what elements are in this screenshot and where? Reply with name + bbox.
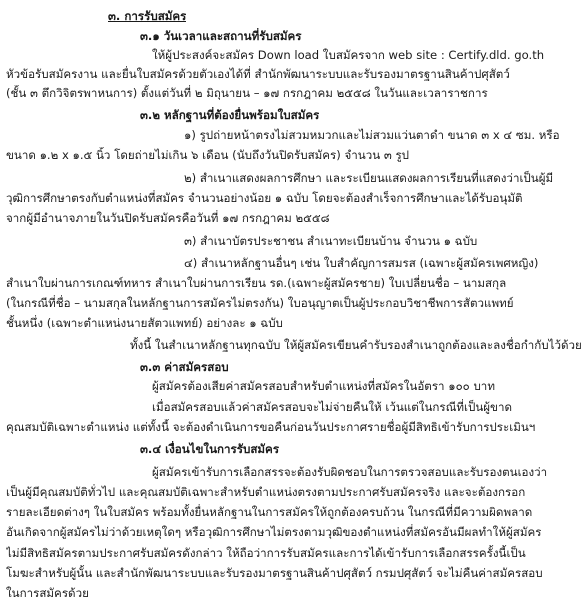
paragraph-line: ในการสมัครด้วย	[6, 586, 89, 600]
paragraph-line: เป็นผู้มีคุณสมบัติทั่วไป และคุณสมบัติเฉพาะสำหรับตำแหน่งตรงตามประกาศรับสมัครจริง และจะต้องกรอก	[6, 485, 526, 499]
paragraph-line: (ชั้น ๓ ตึกวิจิตรพาหนการ) ตั้งแต่วันที่ ๒ มิถุนายน – ๑๗ กรกฎาคม ๒๕๕๘ ในวันและเวลาราชการ	[6, 86, 488, 100]
paragraph-line: ให้ผู้ประสงค์จะสมัคร Down load ใบสมัครจาก web site : Certify.dld. go.th	[152, 48, 545, 62]
paragraph-line: เมื่อสมัครสอบแล้วค่าสมัครสอบจะไม่จ่ายคืนให้ เว้นแต่ในกรณีที่เป็นผู้ขาด	[152, 400, 513, 414]
paragraph-line: ๔) สำเนาหลักฐานอื่นๆ เช่น ใบสำคัญการสมรส (เฉพาะผู้สมัครเพศหญิง)	[184, 256, 539, 270]
paragraph-line: จากผู้มีอำนาจภายในวันปิดรับสมัครคือวันที่ ๑๗ กรกฎาคม ๒๕๕๘	[6, 211, 330, 225]
paragraph-line: ขนาด ๑.๒ x ๑.๕ นิ้ว โดยถ่ายไม่เกิน ๖ เดือน (นับถึงวันปิดรับสมัคร) จำนวน ๓ รูป	[6, 148, 410, 162]
paragraph-line: วุฒิการศึกษาตรงกับตำแหน่งที่สมัคร จำนวนอย่างน้อย ๑ ฉบับ โดยจะต้องสำเร็จการศึกษาและได้รับอนุมัติ	[6, 191, 523, 205]
paragraph-line: คุณสมบัติเฉพาะตำแหน่ง แต่ทั้งนี้ จะต้องดำเนินการขอคืนก่อนวันประกาศรายชื่อผู้มีสิทธิเข้ารับการประเมินฯ	[6, 420, 536, 434]
section-3-heading: ๓. การรับสมัคร	[108, 9, 187, 23]
section-3-3-title: ๓.๓ ค่าสมัครสอบ	[140, 360, 229, 374]
paragraph-line: ไม่มีสิทธิสมัครตามประกาศรับสมัครดังกล่าว ให้ถือว่าการรับสมัครและการได้เข้ารับการเลือกสรรครั้งนี้เป็น	[6, 546, 526, 560]
section-3-2-title: ๓.๒ หลักฐานที่ต้องยื่นพร้อมใบสมัคร	[140, 108, 320, 122]
paragraph-line: ๑) รูปถ่ายหน้าตรงไม่สวมหมวกและไม่สวมแว่นตาดำ ขนาด ๓ x ๔ ซม. หรือ	[184, 128, 560, 142]
paragraph-line: หัวข้อรับสมัครงาน และยื่นใบสมัครด้วยตัวเองได้ที่ สำนักพัฒนาระบบและรับรองมาตรฐานสินค้าปศุสัตว์	[6, 67, 510, 81]
paragraph-line: สำเนาใบผ่านการเกณฑ์ทหาร สำเนาใบผ่านการเรียน รด.(เฉพาะผู้สมัครชาย) ใบเปลี่ยนชื่อ – นามสกุล	[6, 276, 507, 290]
paragraph-line: ๓) สำเนาบัตรประชาชน สำเนาทะเบียนบ้าน จำนวน ๑ ฉบับ	[184, 234, 478, 248]
paragraph-line: ชั้นหนึ่ง (เฉพาะตำแหน่งนายสัตวแพทย์) อย่างละ ๑ ฉบับ	[6, 316, 283, 330]
paragraph-line: รายละเอียดต่างๆ ในใบสมัคร พร้อมทั้งยื่นหลักฐานในการสมัครให้ถูกต้องครบถ้วน ในกรณีที่มีความผิดพลาด	[6, 505, 533, 519]
paragraph-line: ผู้สมัครต้องเสียค่าสมัครสอบสำหรับตำแหน่งที่สมัครในอัตรา ๑๐๐ บาท	[152, 379, 495, 393]
paragraph-line: อันเกิดจากผู้สมัครไม่ว่าด้วยเหตุใดๆ หรือวุฒิการศึกษาไม่ตรงตามวุฒิของตำแหน่งที่สมัครอันมีผลทำให้ผู้สมัคร	[6, 525, 542, 539]
section-3-1-title: ๓.๑ วันเวลาและสถานที่รับสมัคร	[140, 29, 302, 43]
paragraph-line: (ในกรณีที่ชื่อ – นามสกุลในหลักฐานการสมัครไม่ตรงกัน) ใบอนุญาตเป็นผู้ประกอบวิชาชีพการสัตวแพทย์	[6, 296, 514, 310]
section-3-4-title: ๓.๔ เงื่อนไขในการรับสมัคร	[140, 442, 280, 456]
paragraph-line: โมฆะสำหรับผู้นั้น และสำนักพัฒนาระบบและรับรองมาตรฐานสินค้าปศุสัตว์ กรมปศุสัตว์ จะไม่คืนค่าสมัครสอบ	[6, 566, 543, 580]
paragraph-line: ผู้สมัครเข้ารับการเลือกสรรจะต้องรับผิดชอบในการตรวจสอบและรับรองตนเองว่า	[152, 465, 548, 479]
paragraph-line: ๒) สำเนาแสดงผลการศึกษา และระเบียนแสดงผลการเรียนที่แสดงว่าเป็นผู้มี	[184, 171, 554, 185]
paragraph-line: ทั้งนี้ ในสำเนาหลักฐานทุกฉบับ ให้ผู้สมัครเขียนคำรับรองสำเนาถูกต้องและลงชื่อกำกับไว้ด้วย	[130, 338, 582, 352]
